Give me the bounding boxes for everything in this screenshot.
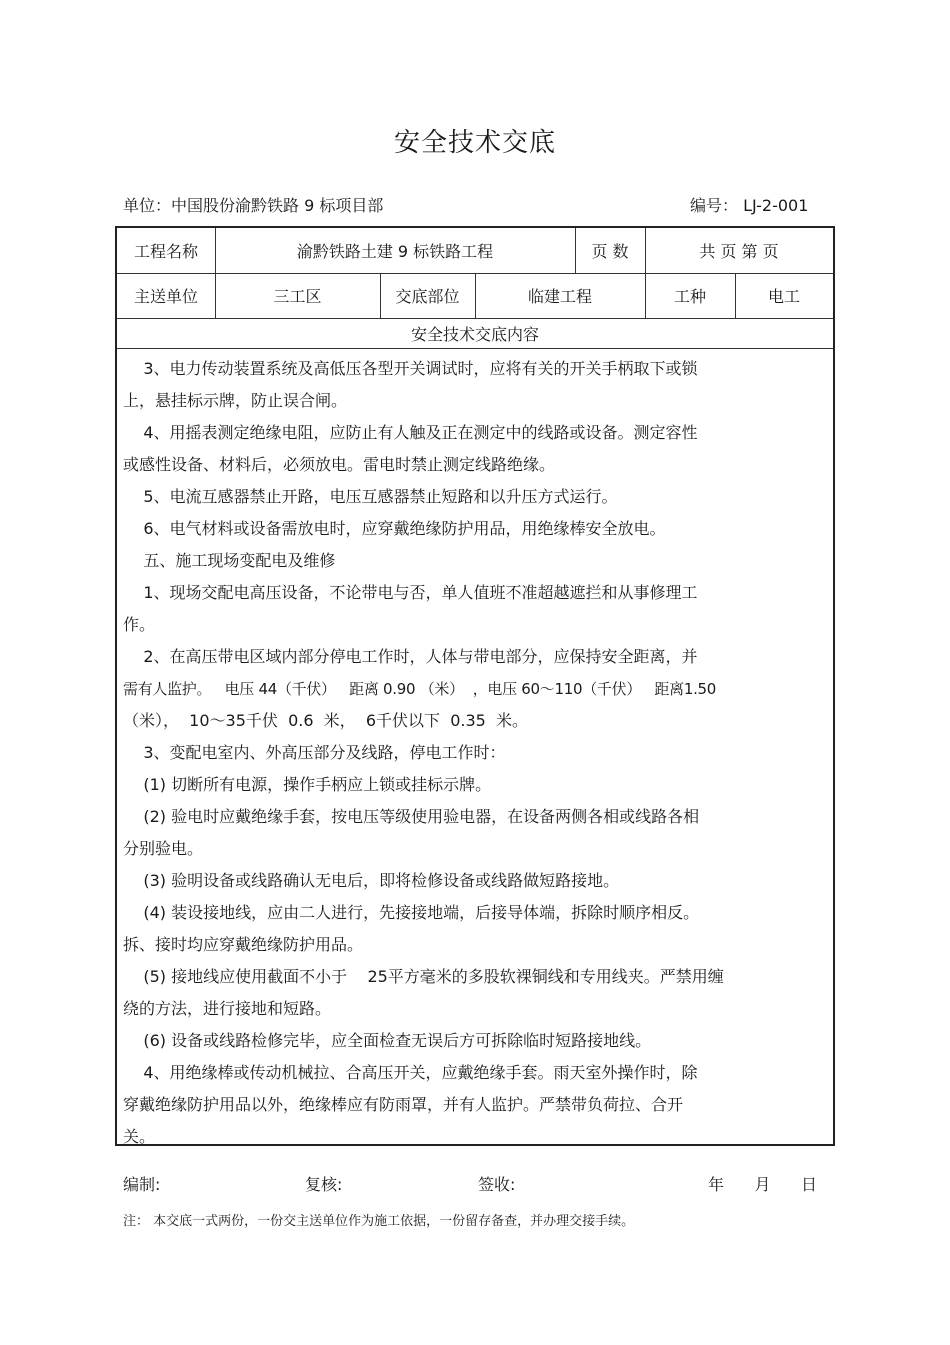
trade-label: 工种 xyxy=(673,287,706,306)
content-line: 拆、接时均应穿戴绝缘防护用品。 xyxy=(123,935,364,954)
content-line: 关。 xyxy=(123,1127,156,1146)
pages-value: 共 页 第 页 xyxy=(699,242,779,261)
document-title: 安全技术交底 xyxy=(393,128,556,158)
content-heading: 安全技术交底内容 xyxy=(410,324,539,344)
footnote: 注： 本交底一式两份，一份交主送单位作为施工依据，一份留存备查，并办理交接手续。 xyxy=(123,1214,635,1229)
content-line: (2) 验电时应戴绝缘手套，按电压等级使用验电器，在设备两侧各相或线路各相 xyxy=(123,807,700,826)
content-line: (3) 验明设备或线路确认无电后，即将检修设备或线路做短路接地。 xyxy=(123,871,620,890)
content-line: (1) 切断所有电源，操作手柄应上锁或挂标示牌。 xyxy=(123,775,492,794)
disclosure-table xyxy=(115,226,835,1146)
content-line: 上，悬挂标示牌，防止误合闸。 xyxy=(123,391,348,410)
unit-line: 单位：中国股份渝黔铁路 9 标项目部 xyxy=(123,196,384,215)
receiver-label: 签收: xyxy=(478,1175,516,1194)
project-name-label: 工程名称 xyxy=(133,242,198,261)
content-line: 或感性设备、材料后，必须放电。雷电时禁止测定线路绝缘。 xyxy=(123,455,556,474)
content-line: 需有人监护。 电压 44（千伏） 距离 0.90 （米） ，电压 60～110（千伏） 距离1.50 xyxy=(123,680,717,698)
content-line: 5、电流互感器禁止开路，电压互感器禁止短路和以升压方式运行。 xyxy=(123,487,618,506)
trade-value: 电工 xyxy=(767,287,800,306)
part-value: 临建工程 xyxy=(527,287,592,306)
content-line: 五、施工现场变配电及维修 xyxy=(123,551,336,570)
sender-label: 主送单位 xyxy=(133,287,198,306)
content-line: 分别验电。 xyxy=(123,839,204,858)
pages-label: 页 数 xyxy=(591,242,629,261)
project-name-value: 渝黔铁路土建 9 标铁路工程 xyxy=(296,242,494,261)
content-line: (4) 装设接地线，应由二人进行，先接接地端，后接导体端，拆除时顺序相反。 xyxy=(123,903,700,922)
date-label: 年 月 日 xyxy=(708,1175,818,1194)
content-line: 3、变配电室内、外高压部分及线路，停电工作时： xyxy=(123,743,506,762)
content-line: 作。 xyxy=(123,615,156,634)
content-line: 3、电力传动装置系统及高低压各型开关调试时，应将有关的开关手柄取下或锁 xyxy=(123,359,698,378)
content-line: 1、现场交配电高压设备，不论带电与否，单人值班不准超越遮拦和从事修理工 xyxy=(123,583,698,602)
content-line: 4、用摇表测定绝缘电阻，应防止有人触及正在测定中的线路或设备。测定容性 xyxy=(123,423,698,442)
compiler-label: 编制: xyxy=(123,1175,161,1194)
number-line: 编号： LJ-2-001 xyxy=(690,196,809,215)
part-label: 交底部位 xyxy=(395,287,460,306)
sender-value: 三工区 xyxy=(273,287,322,306)
content-line: （米）， 10～35千伏 0.6 米， 6千伏以下 0.35 米。 xyxy=(123,711,529,730)
content-line: 2、在高压带电区域内部分停电工作时，人体与带电部分，应保持安全距离，并 xyxy=(123,647,698,666)
content-line: 4、用绝缘棒或传动机械拉、合高压开关，应戴绝缘手套。雨天室外操作时，除 xyxy=(123,1063,698,1082)
content-line: 6、电气材料或设备需放电时，应穿戴绝缘防护用品，用绝缘棒安全放电。 xyxy=(123,519,666,538)
reviewer-label: 复核: xyxy=(305,1175,343,1194)
content-line: 穿戴绝缘防护用品以外，绝缘棒应有防雨罩，并有人监护。严禁带负荷拉、合开 xyxy=(123,1095,684,1114)
content-line: 绕的方法，进行接地和短路。 xyxy=(123,999,332,1018)
content-line: (6) 设备或线路检修完毕，应全面检查无误后方可拆除临时短路接地线。 xyxy=(123,1031,652,1050)
content-line: (5) 接地线应使用截面不小于 25平方毫米的多股软裸铜线和专用线夹。严禁用缠 xyxy=(123,967,724,986)
row-divider xyxy=(117,348,833,349)
